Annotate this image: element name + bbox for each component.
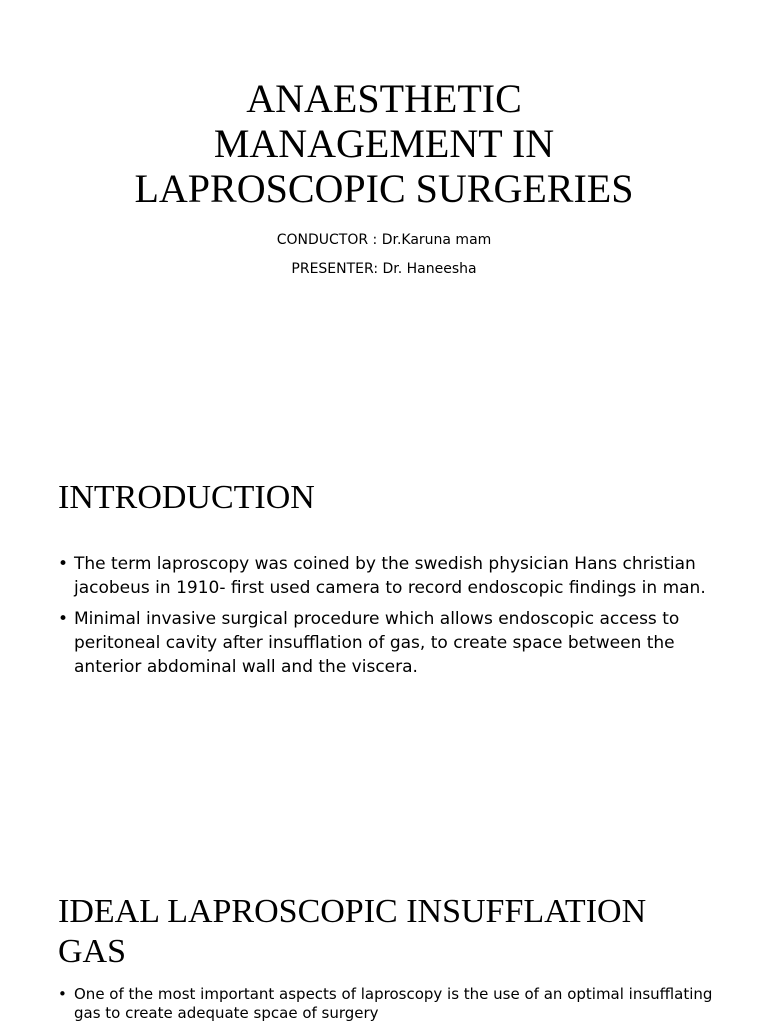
conductor-text: CONDUCTOR : Dr.Karuna mam [276, 232, 492, 248]
bullet-list [58, 985, 718, 1023]
title-line: ANAESTHETIC [246, 76, 522, 121]
bullet-text: Minimal invasive surgical procedure which allows endoscopic access to peritoneal cavity after insufflation of gas, to create space between the anterior abdominal wall and the viscera. [74, 609, 680, 677]
section-title: IDEAL LAPROSCOPIC INSUFFLATION GAS [58, 893, 647, 970]
list-item [58, 985, 718, 1023]
title-line: LAPROSCOPIC SURGERIES [134, 166, 634, 211]
bullet-icon: • [58, 985, 67, 1003]
presentation-title [40, 76, 728, 211]
insufflation-gas-slide [0, 852, 768, 1024]
title-line: MANAGEMENT IN [213, 121, 555, 166]
presenter-text: PRESENTER: Dr. Haneesha [291, 261, 477, 277]
bullet-list [58, 552, 708, 686]
bullet-icon: • [58, 554, 69, 574]
list-item [58, 552, 708, 600]
section-title: INTRODUCTION [58, 479, 315, 516]
bullet-text: The term laproscopy was coined by the swedish physician Hans christian jacobeus in 1910- first used camera to record endoscopic findings in man. [74, 554, 706, 598]
title-slide [0, 0, 768, 412]
list-item [58, 607, 708, 679]
bullet-icon: • [58, 609, 69, 629]
bullet-text: One of the most important aspects of laproscopy is the use of an optimal insufflating gas to create adequate spcae of surgery [74, 985, 713, 1022]
introduction-slide [0, 412, 768, 852]
